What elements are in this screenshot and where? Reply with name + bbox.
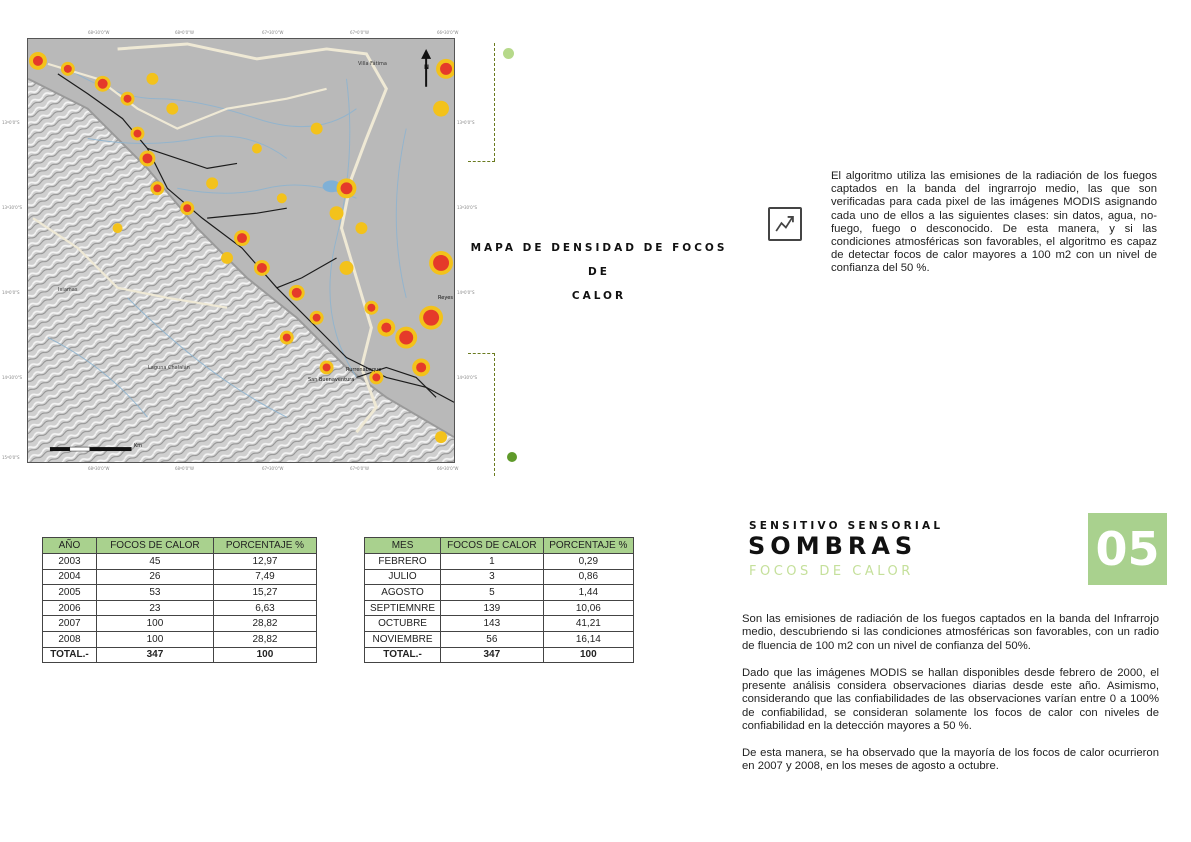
table-row [43, 600, 317, 616]
table-row [365, 554, 634, 570]
table-cell: 100 [96, 631, 213, 647]
table-cell: 12,97 [213, 554, 316, 570]
tick-bottom: 68º0'0"W [175, 466, 194, 471]
table-row [43, 585, 317, 601]
tick-left: 14º0'0"S [2, 290, 20, 295]
tick-bottom: 67º0'0"W [350, 466, 369, 471]
section-kicker: SENSITIVO SENSORIAL [749, 520, 944, 532]
column-header: FOCOS DE CALOR [96, 538, 213, 554]
column-header: FOCOS DE CALOR [441, 538, 544, 554]
table-cell: 28,82 [213, 616, 316, 632]
tick-left: 14º30'0"S [2, 375, 23, 380]
table-cell: TOTAL.- [43, 647, 97, 663]
column-header: PORCENTAJE % [543, 538, 633, 554]
table-cell: 1,44 [543, 585, 633, 601]
tick-top: 67º30'0"W [262, 30, 284, 35]
table-cell: 100 [96, 616, 213, 632]
table-cell: 2008 [43, 631, 97, 647]
table-cell: OCTUBRE [365, 616, 441, 632]
connector-line [494, 43, 495, 161]
body-paragraph: Dado que las imágenes MODIS se hallan disponibles desde febrero de 2000, el presente análisis considera observaciones diarias desde este año. Asimismo, considerando que las confiabilidades de las observaciones varían entre 0 a 100% de confiabilidad, se consideran solamente los focos de calor con niveles de confiabilidad en la detección mayores a 50 %. [742, 666, 1159, 733]
table-row [43, 569, 317, 585]
table-months [364, 537, 634, 663]
table-cell: 53 [96, 585, 213, 601]
body-paragraph: De esta manera, se ha observado que la mayoría de los focos de calor ocurrieron en 2007 y 2008, en los meses de agosto a octubre. [742, 747, 1159, 773]
table-cell: 10,06 [543, 600, 633, 616]
table-row [365, 585, 634, 601]
table-total-row [43, 647, 317, 663]
tick-right: 13º0'0"S [457, 120, 475, 125]
table-cell: 28,82 [213, 631, 316, 647]
map-label-reyes: Reyes [438, 295, 453, 301]
map-label-ixiamas: Ixiamas [58, 287, 78, 293]
table-cell: 0,29 [543, 554, 633, 570]
table-cell: 347 [441, 647, 544, 663]
table-cell: 100 [213, 647, 316, 663]
accent-dot [507, 452, 517, 462]
table-cell: 56 [441, 631, 544, 647]
table-cell: 16,14 [543, 631, 633, 647]
table-cell: TOTAL.- [365, 647, 441, 663]
tick-bottom: 66º30'0"W [437, 466, 459, 471]
table-cell: 3 [441, 569, 544, 585]
scale-label: Km [134, 443, 143, 449]
connector-line [468, 161, 495, 162]
table-cell: 2003 [43, 554, 97, 570]
tick-bottom: 68º30'0"W [88, 466, 110, 471]
tick-top: 67º0'0"W [350, 30, 369, 35]
table-cell: 23 [96, 600, 213, 616]
table-cell: 1 [441, 554, 544, 570]
table-cell: 143 [441, 616, 544, 632]
table-row [43, 616, 317, 632]
tick-top: 68º30'0"W [88, 30, 110, 35]
map-title-line: MAPA DE DENSIDAD DE FOCOS DE [470, 242, 728, 278]
table-cell: 0,86 [543, 569, 633, 585]
tick-right: 14º0'0"S [457, 290, 475, 295]
map-title [463, 236, 735, 308]
table-cell: 45 [96, 554, 213, 570]
table-cell: 41,21 [543, 616, 633, 632]
tick-left: 13º0'0"S [2, 120, 20, 125]
column-header: PORCENTAJE % [213, 538, 316, 554]
table-cell: 2006 [43, 600, 97, 616]
tick-right: 14º30'0"S [457, 375, 478, 380]
table-cell: 347 [96, 647, 213, 663]
table-cell: 2005 [43, 585, 97, 601]
table-cell: AGOSTO [365, 585, 441, 601]
table-cell: 6,63 [213, 600, 316, 616]
body-text [742, 613, 1159, 787]
tick-right: 13º30'0"S [457, 205, 478, 210]
section-title: SOMBRAS [748, 532, 918, 560]
table-row [365, 631, 634, 647]
connector-line [494, 353, 495, 476]
table-row [365, 616, 634, 632]
table-cell: 2007 [43, 616, 97, 632]
table-cell: 7,49 [213, 569, 316, 585]
connector-line [468, 353, 495, 354]
table-cell: NOVIEMBRE [365, 631, 441, 647]
table-cell: 5 [441, 585, 544, 601]
map-label-villa-fatima: Villa Fátima [358, 61, 387, 67]
section-subtitle: FOCOS DE CALOR [749, 564, 914, 579]
tick-top: 66º30'0"W [437, 30, 459, 35]
tick-left: 13º30'0"S [2, 205, 23, 210]
heat-density-map [27, 38, 455, 463]
table-cell: SEPTIEMNRE [365, 600, 441, 616]
map-title-line: CALOR [571, 290, 627, 302]
trend-chart-icon [768, 207, 802, 241]
tick-top: 68º0'0"W [175, 30, 194, 35]
table-cell: 15,27 [213, 585, 316, 601]
table-cell: 100 [543, 647, 633, 663]
map-graphic [28, 39, 454, 462]
table-cell: FEBRERO [365, 554, 441, 570]
map-label-rurrenabaque: Rurrenabaque [346, 367, 382, 373]
accent-dot [503, 48, 514, 59]
table-row [365, 600, 634, 616]
table-cell: JULIO [365, 569, 441, 585]
table-total-row [365, 647, 634, 663]
algorithm-description: El algoritmo utiliza las emisiones de la radiación de los fuegos captados en la banda del ingrarrojo medio, las que son verificadas para cada pixel de las imágenes MODIS asignando cada uno de ellos a las siguientes clases: sin datos, agua, no-fuego, fuego o desconocido. De esta manera, y si las condiciones atmosféricas son favorables, el algoritmo es capaz de detectar focos de calor mayores a 100 m2 con un nivel de confianza del 50 %. [831, 170, 1157, 275]
scale-bar [50, 447, 132, 451]
table-years [42, 537, 317, 663]
map-label-san-buenaventura: San Buenaventura [308, 377, 355, 383]
table-row [43, 554, 317, 570]
column-header: MES [365, 538, 441, 554]
section-number-badge: 05 [1088, 513, 1167, 585]
body-paragraph: Son las emisiones de radiación de los fuegos captados en la banda del Infrarrojo medio, descubriendo si las condiciones atmosféricas son favorables, con un radio de fluencia de 100 m2 con un nivel de confianza del 50%. [742, 613, 1159, 652]
column-header: AÑO [43, 538, 97, 554]
table-cell: 2004 [43, 569, 97, 585]
table-cell: 26 [96, 569, 213, 585]
table-row [365, 569, 634, 585]
table-cell: 139 [441, 600, 544, 616]
tick-left: 15º0'0"S [2, 455, 20, 460]
north-label: N [424, 64, 430, 71]
tick-bottom: 67º30'0"W [262, 466, 284, 471]
map-label-laguna-chalalan: Laguna Chalalán [148, 365, 190, 371]
table-row [43, 631, 317, 647]
